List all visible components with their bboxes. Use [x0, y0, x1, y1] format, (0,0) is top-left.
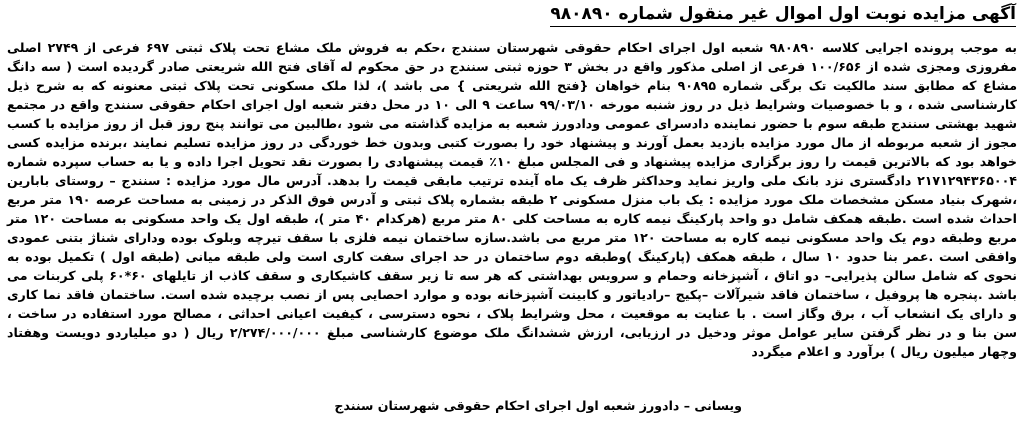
notice-body: به موجب پرونده اجرایی کلاسه ۹۸۰۸۹۰ شعبه اول اجرای احکام حقوقی شهرستان سنندج ،حکم به فروش ملک مشاع تحت پلاک ثبتی ۶۹۷ فرعی از ۲۷۴۹ اصلی مفروزی ومجزی شده از ۱۰۰/۶۵۶ فرعی از اصلی مذکور واقع در بخش ۳ حوزه ثبتی سنندج در حق محکوم له آقای فتح الله شریعتی صادر گردیده است ( سه دانگ مشاع که مطابق سند مالکیت تک برگی شماره ۹۰۸۹۵ بنام خواهان {فتح الله شریعتی } می باشد )، لذا ملک مسکونی تحت پلاک ثبتی معنونه که به شرح ذیل کارشناسی شده ، و با خصوصیات وشرایط ذیل در روز شنبه مورخه ۹۹/۰۳/۱۰ ساعت ۹ الی ۱۰ در محل دفتر شعبه اول اجرای احکام حقوقی سنندج واقع در مجتمع شهید بهشتی سنندج طبقه سوم با حضور نماینده دادسرای عمومی ودادورز شعبه به مزایده گذاشته می شود ،طالبین می توانند پنج روز قبل از روز مزایده با کسب مجوز از شعبه مربوطه از مال مورد مزایده بازدید بعمل آورند و پیشنهاد خود را بصورت کتبی وبدون خط خوردگی در روز مزایده تسلیم نمایند ،برنده مزایده کسی خواهد بود که بالاترین قیمت را روز برگزاری مزایده پیشنهاد و فی المجلس مبلغ ۱۰٪ قیمت پیشنهادی را بصورت نقد تحویل اجرا داده و یا به حساب سپرده شماره ۲۱۷۱۲۹۴۳۶۵۰۰۴ دادگستری نزد بانک ملی واریز نماید وحداکثر ظرف یک ماه آینده ترتیب مابقی قیمت را بدهد. آدرس مال مورد مزایده : سنندج – روستای بابارین ،شهرک بنیاد مسکن مشخصات ملک مورد مزایده : یک باب منزل مسکونی ۲ طبقه بشماره پلاک ثبتی و آدرس فوق الذکر در زمینی به مساحت عرصه ۱۹۰ متر مربع احداث شده است .طبقه همکف شامل دو واحد پارکینگ نیمه کاره به مساحت کلی ۸۰ متر مربع (هرکدام ۴۰ متر )، طبقه اول یک واحد مسکونی به مساحت ۱۲۰ متر مربع وطبقه دوم یک واحد مسکونی نیمه کاره به مساحت ۱۲۰ متر مربع می باشد.سازه ساختمان نیمه فلزی با سقف تیرچه وبلوک بوده ودارای شناژ بتنی عمودی وافقی است .عمر بنا حدود ۱۰ سال ، طبقه همکف (پارکینگ )وطبقه دوم ساختمان در حد اجرای سفت کاری است ولی طبقه میانی (طبقه اول ) تکمیل بوده به نحوی که شامل سالن پذیرایی– دو اتاق ، آشپزخانه وحمام و سرویس بهداشتی که هر سه تا زیر سقف کاشیکاری و سقف کاذب از تایلهای ۶۰*۶۰ پلی کربنات می باشد .پنجره ها پروفیل ، ساختمان فاقد شیرآلات –پکیج –رادیاتور و کابینت آشپزخانه بوده و موارد احصایی پس از نصب برچیده شده است. ساختمان فاقد نما کاری و دارای یک انشعاب آب ، برق وگاز است . با عنایت به موقعیت ، محل وشرایط پلاک ، نحوه دسترسی ، کیفیت اعیانی احداثی ، مصالح مورد استفاده در ساخت ، سن بنا و در نظر گرفتن سایر عوامل موثر ودخیل در ارزیابی، ارزش ششدانگ ملک موضوع کارشناسی مبلغ ۲/۲۷۴/۰۰۰/۰۰۰ ریال ( دو میلیاردو دویست وهفتاد وچهار میلیون ریال ) برآورد و اعلام میگردد [7, 40, 1018, 359]
notice-signature: ویسانی – دادورز شعبه اول اجرای احکام حقوقی شهرستان سنندج [334, 398, 742, 413]
notice-title: آگهی مزایده نوبت اول اموال غیر منقول شماره ۹۸۰۸۹۰ [550, 3, 1016, 27]
notice-header [550, 3, 1016, 29]
